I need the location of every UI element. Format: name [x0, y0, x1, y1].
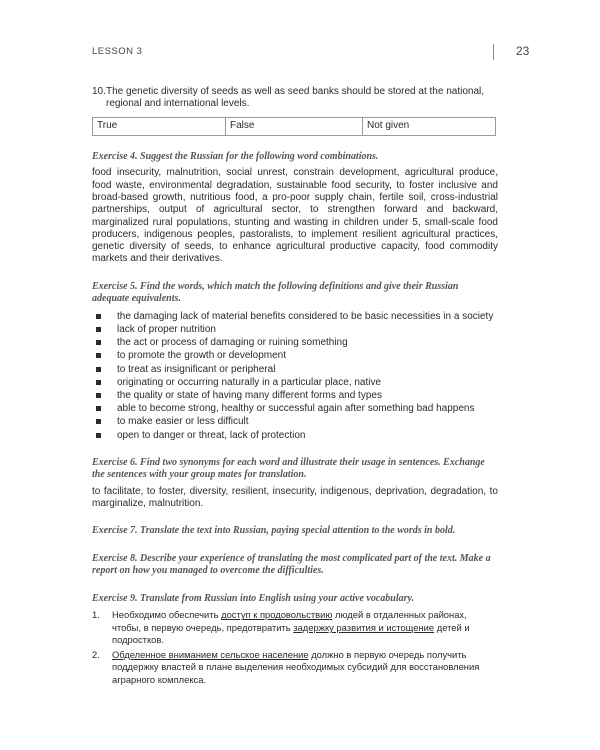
- question-number: 10.: [92, 86, 106, 97]
- underlined-phrase: Обделенное вниманием сельское население: [112, 648, 309, 660]
- list-item: to promote the growth or development: [92, 349, 498, 362]
- question-10: [92, 86, 498, 111]
- page-content: [92, 86, 498, 688]
- bullet-icon: [96, 380, 101, 385]
- bullet-icon: [96, 314, 101, 319]
- bullet-icon: [96, 327, 101, 332]
- question-text: The genetic diversity of seeds as well as seed banks should be stored at the national, regional and international levels.: [106, 86, 485, 110]
- list-item: originating or occurring naturally in a particular place, native: [92, 376, 498, 389]
- lesson-label: LESSON 3: [92, 46, 143, 57]
- list-item: the act or process of damaging or ruining something: [92, 336, 498, 349]
- header-divider: [493, 44, 494, 60]
- list-item: to make easier or less difficult: [92, 415, 498, 428]
- list-item: to treat as insignificant or peripheral: [92, 363, 498, 376]
- bullet-icon: [96, 393, 101, 398]
- exercise-8-title: Exercise 8. Describe your experience of translating the most complicated part of the text. Make a report on how you managed to overcome the difficulties.: [92, 552, 491, 577]
- exercise-4-body: food insecurity, malnutrition, social unrest, constrain development, agricultural produce, food waste, environmental degradation, sustainable food security, to foster inclusive and broad-based growth, nutritious food, a pro-poor supply chain, fertile soil, cross-industrial partnerships, output of agricultural sector, to strengthen forward and backward, marginalized rural populations, stunting and wasting in children under 5, small-scale food producers, indigenous peoples, pastoralists, to implement resilient agricultural practices, genetic diversity of seeds, to enhance agricultural productive capacity, food commodity markets and their derivatives.: [92, 167, 498, 265]
- option-not-given[interactable]: Not given: [363, 117, 496, 135]
- list-item: 1. Необходимо обеспечить доступ к продовольствию людей в отдаленных районах, чтобы, в первую очередь, предотвратить задержку развития и истощение детей и подростков.: [92, 609, 470, 646]
- translation-list: [92, 609, 498, 686]
- exercise-6-body: to facilitate, to foster, diversity, resilient, insecurity, indigenous, deprivation, degradation, to marginalize, malnutrition.: [92, 485, 498, 510]
- exercise-9-title: Exercise 9. Translate from Russian into English using your active vocabulary.: [92, 592, 415, 604]
- list-item: 2. Обделенное вниманием сельское население должно в первую очередь получить поддержку властей в плане выделения необходимых субсидий для восстановления аграрного комплекса.: [92, 648, 480, 685]
- list-item: the quality or state of having many different forms and types: [92, 389, 498, 402]
- definitions-list: [92, 310, 498, 442]
- exercise-7-title: Exercise 7. Translate the text into Russian, paying special attention to the words in bold.: [92, 525, 456, 537]
- answer-table: [92, 117, 496, 136]
- bullet-icon: [96, 406, 101, 411]
- option-false[interactable]: False: [225, 117, 362, 135]
- bullet-icon: [96, 433, 101, 438]
- bullet-icon: [96, 367, 101, 372]
- underlined-phrase: доступ к продовольствию: [221, 609, 333, 621]
- exercise-4-title: Exercise 4. Suggest the Russian for the following word combinations.: [92, 150, 379, 162]
- bullet-icon: [96, 353, 101, 358]
- list-item: lack of proper nutrition: [92, 323, 498, 336]
- bullet-icon: [96, 419, 101, 424]
- option-true[interactable]: True: [93, 117, 226, 135]
- exercise-6-title: Exercise 6. Find two synonyms for each word and illustrate their usage in sentences. Exchange the sentences with your group mates for translation.: [92, 456, 485, 481]
- bullet-icon: [96, 340, 101, 345]
- list-item: able to become strong, healthy or successful again after something bad happens: [92, 402, 498, 415]
- list-item: the damaging lack of material benefits considered to be basic necessities in a society: [92, 310, 498, 323]
- underlined-phrase: задержку развития и истощение: [293, 621, 435, 633]
- exercise-5-title: Exercise 5. Find the words, which match the following definitions and give their Russian adequate equivalents.: [92, 280, 459, 305]
- page-number: 23: [516, 44, 530, 58]
- list-item: open to danger or threat, lack of protection: [92, 429, 498, 442]
